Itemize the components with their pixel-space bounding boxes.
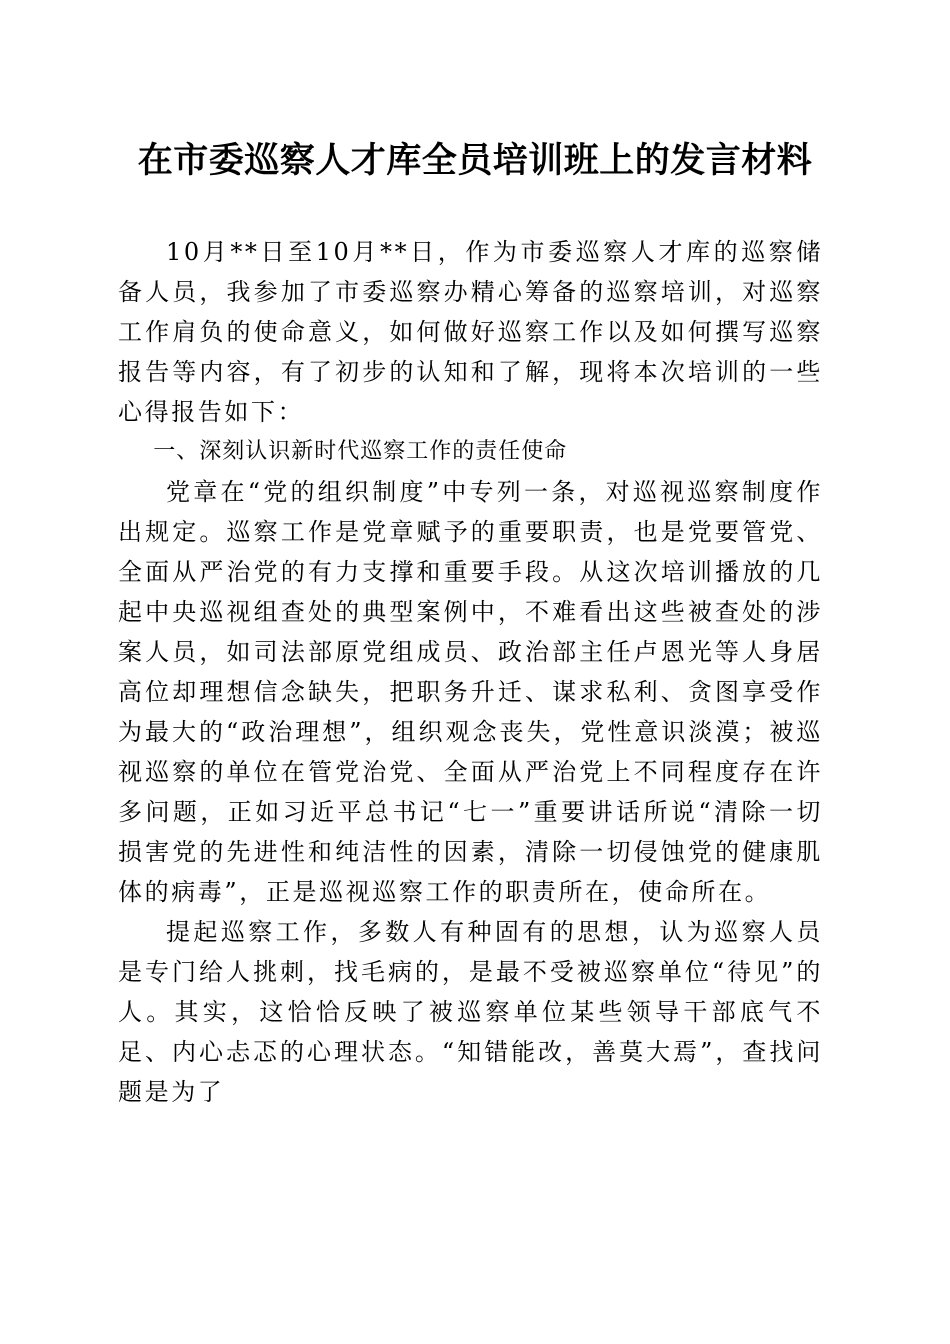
document-body bbox=[118, 232, 823, 1112]
body-paragraph: 提起巡察工作，多数人有种固有的思想，认为巡察人员是专门给人挑刺，找毛病的，是最不受被巡察单位“待见”的人。其实，这恰恰反映了被巡察单位某些领导干部底气不足、内心忐忑的心理状态。“知错能改，善莫大焉”，查找问题是为了 bbox=[118, 918, 823, 1106]
body-paragraph: 党章在“党的组织制度”中专列一条，对巡视巡察制度作出规定。巡察工作是党章赋予的重要职责，也是党要管党、全面从严治党的有力支撑和重要手段。从这次培训播放的几起中央巡视组查处的典型案例中，不难看出这些被查处的涉案人员，如司法部原党组成员、政治部主任卢恩光等人身居高位却理想信念缺失，把职务升迁、谋求私利、贪图享受作为最大的“政治理想”，组织观念丧失，党性意识淡漠；被巡视巡察的单位在管党治党、全面从严治党上不同程度存在许多问题，正如习近平总书记“七一”重要讲话所说“清除一切损害党的先进性和纯洁性的因素，清除一切侵蚀党的健康肌体的病毒”，正是巡视巡察工作的职责所在，使命所在。 bbox=[118, 478, 823, 906]
document-title: 在市委巡察人才库全员培训班上的发言材料 bbox=[137, 140, 813, 181]
intro-paragraph: 10月**日至10月**日，作为市委巡察人才库的巡察储备人员，我参加了市委巡察办精心筹备的巡察培训，对巡察工作肩负的使命意义，如何做好巡察工作以及如何撰写巡察报告等内容，有了初步的认知和了解，现将本次培训的一些心得报告如下： bbox=[118, 238, 823, 426]
section-heading: 一、深刻认识新时代巡察工作的责任使命 bbox=[153, 439, 568, 464]
